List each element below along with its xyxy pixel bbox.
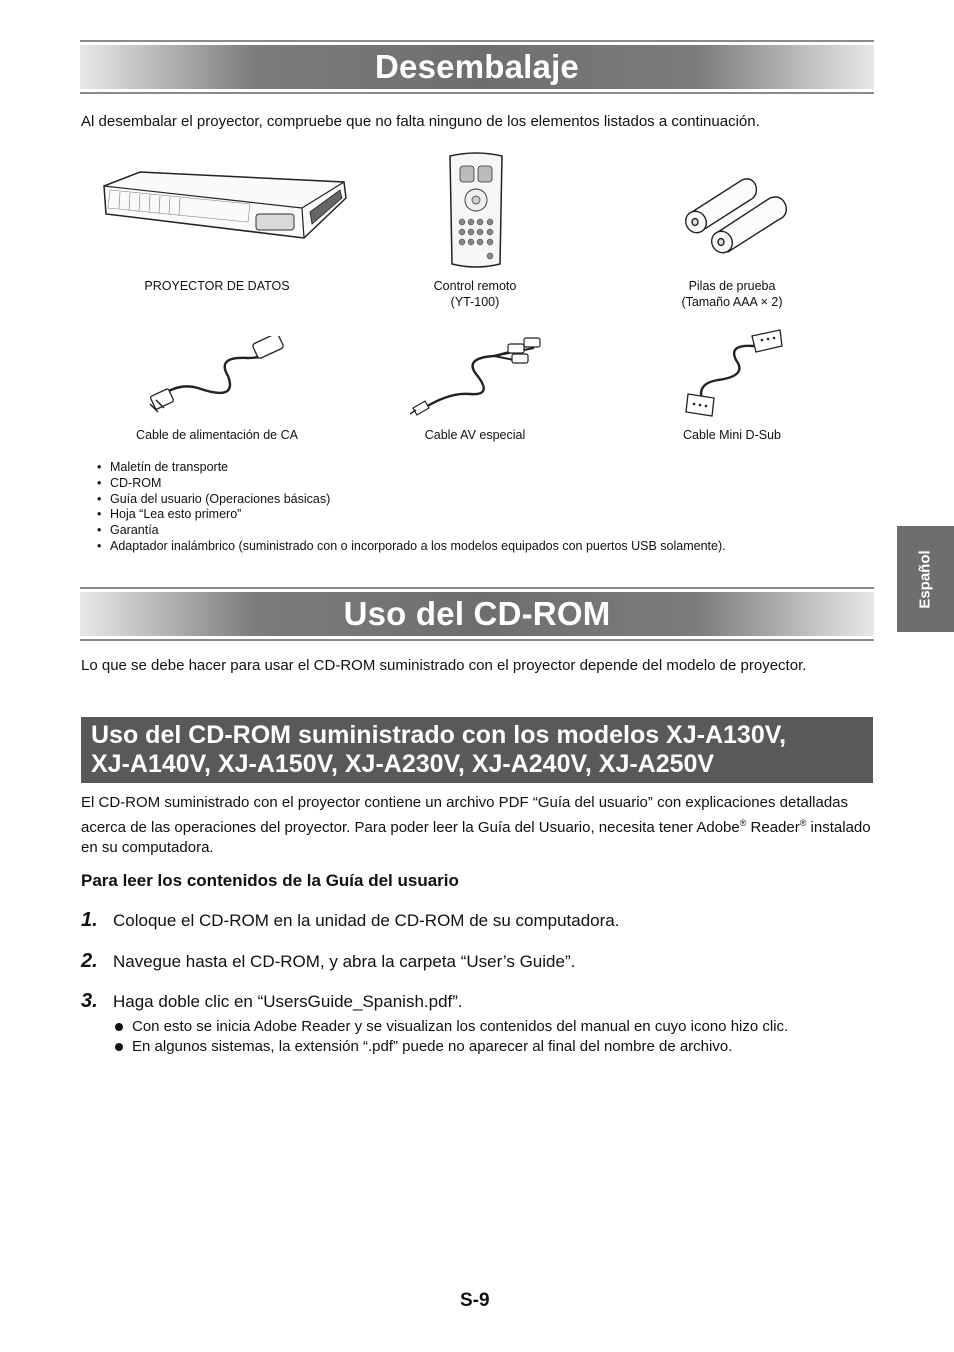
step-3 [81, 990, 463, 1013]
step-number: 1. [81, 909, 98, 931]
power-cable-icon [148, 336, 286, 414]
language-tab-label: Español [917, 549, 935, 609]
remote-control-icon [444, 152, 508, 270]
list-item: • CD-ROM [96, 476, 726, 492]
note-item: Con esto se inicia Adobe Reader y se visualizan los contenidos del manual en cuyo icono hizo clic. [113, 1017, 873, 1037]
cdrom-body: El CD-ROM suministrado con el proyector contiene un archivo PDF “Guía del usuario” con explicaciones detalladas acerca de las operaciones del proyector. Para poder leer la Guía del Usuario, necesita tener Adobe® Reader® instalado en su computadora. [81, 794, 871, 856]
item-caption-remote: Control remoto (YT-100) [433, 279, 517, 309]
step-number: 3. [81, 990, 98, 1012]
step-text: Coloque el CD-ROM en la unidad de CD-ROM de su computadora. [113, 911, 620, 930]
step-2 [81, 950, 575, 973]
item-caption-batteries: Pilas de prueba (Tamaño AAA × 2) [681, 279, 783, 309]
av-cable-icon [410, 334, 542, 418]
list-item: • Garantía [96, 523, 726, 539]
procedure-heading: Para leer los contenidos de la Guía del usuario [81, 871, 459, 890]
step-text: Haga doble clic en “UsersGuide_Spanish.pdf”. [113, 992, 463, 1011]
step-number: 2. [81, 950, 98, 972]
batteries-icon [678, 174, 796, 254]
list-item: • Guía del usuario (Operaciones básicas) [96, 492, 726, 508]
list-item: • Adaptador inalámbrico (suministrado con o incorporado a los modelos equipados con puertos USB solamente). [96, 539, 726, 555]
section-banner-desembalaje [80, 40, 874, 94]
step-3-notes [113, 1017, 873, 1057]
language-tab [897, 526, 954, 632]
projector-icon [100, 168, 350, 248]
included-items-list [96, 460, 726, 555]
step-text: Navegue hasta el CD-ROM, y abra la carpeta “User’s Guide”. [113, 952, 576, 971]
item-caption-power-cable: Cable de alimentación de CA [136, 428, 298, 442]
item-caption-projector: PROYECTOR DE DATOS [144, 279, 290, 293]
cdrom-intro: Lo que se debe hacer para usar el CD-ROM suministrado con el proyector depende del modelo de proyector. [81, 657, 807, 674]
section-title: Uso del CD-ROM [343, 595, 611, 632]
page-number: S-9 [460, 1290, 490, 1311]
list-item: • Maletín de transporte [96, 460, 726, 476]
dsub-cable-icon [684, 328, 784, 420]
unpack-intro: Al desembalar el proyector, compruebe que no falta ninguno de los elementos listados a continuación. [81, 113, 760, 130]
step-1 [81, 909, 619, 932]
subsection-header: Uso del CD-ROM suministrado con los modelos XJ-A130V, XJ-A140V, XJ-A150V, XJ-A230V, XJ-A240V, XJ-A250V [81, 717, 873, 783]
item-caption-dsub-cable: Cable Mini D-Sub [683, 428, 781, 442]
note-item: En algunos sistemas, la extensión “.pdf” puede no aparecer al final del nombre de archivo. [113, 1037, 873, 1057]
section-title: Desembalaje [375, 48, 579, 85]
item-caption-av-cable: Cable AV especial [424, 428, 526, 442]
list-item: • Hoja “Lea esto primero” [96, 507, 726, 523]
section-banner-cdrom [80, 587, 874, 641]
